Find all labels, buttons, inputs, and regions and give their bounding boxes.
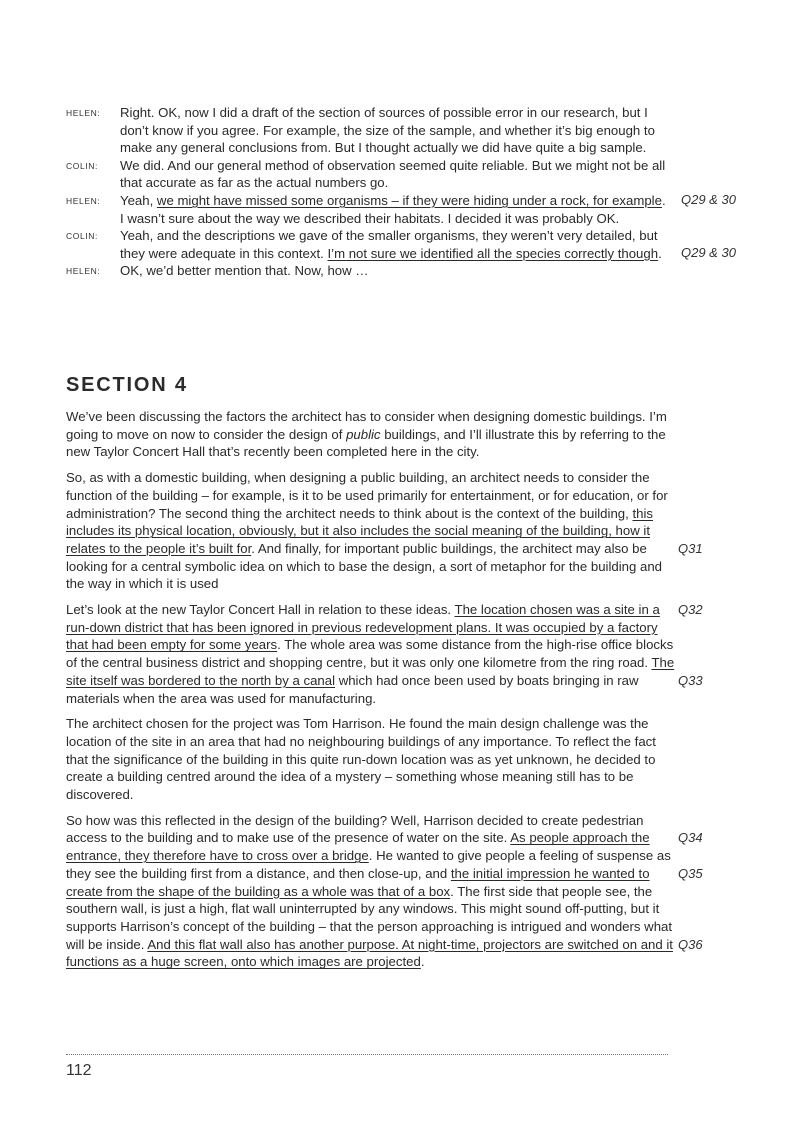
underlined-answer-text: The location chosen was a site in a run-down district that has been ignored in previous redevelopment plans. It was occupied by a factory that had been empty for some years: [66, 602, 660, 653]
speech-text: [120, 104, 670, 157]
underlined-answer-text: this includes its physical location, obviously, but it also includes the social meaning of the building, how it relates to the people it’s built for: [66, 505, 653, 556]
text-run: .: [420, 954, 425, 970]
speaker-label: HELEN:: [66, 266, 101, 277]
text-run: We did. And our general method of observation seemed quite reliable. But we might not be all that accurate as far as the actual numbers go.: [120, 157, 666, 191]
text-run: . And finally, for important public buildings, the architect may also be looking for a central symbolic idea on which to base the design, a sort of metaphor for the building and the way in which it is used: [66, 540, 662, 592]
text-run: . The first side that people see, the southern wall, is just a high, flat wall uninterrupted by any windows. This might sound off-putting, but it supports Harrison’s concept of the building – that the person approaching is intrigued and wonders what will be inside.: [66, 883, 673, 952]
speaker-label: HELEN:: [66, 195, 101, 206]
question-marker: Q35: [678, 865, 703, 881]
text-run: buildings, and I’ll illustrate this by referring to the new Taylor Concert Hall that’s recently been completed here in the city.: [66, 426, 666, 460]
question-marker: Q34: [678, 830, 703, 846]
text-run: Let’s look at the new Taylor Concert Hall in relation to these ideas.: [66, 602, 455, 618]
question-marker: Q29 & 30: [681, 244, 736, 260]
speaker-label: COLIN:: [66, 160, 98, 171]
paragraph: [66, 715, 678, 804]
text-run: So, as with a domestic building, when designing a public building, an architect needs to consider the function of the building – for example, is it to be used primarily for entertainment, or for education, or for administration? The second thing the architect needs to think about is the context of the building,: [66, 470, 668, 521]
text-run: OK, we’d better mention that. Now, how …: [120, 263, 369, 279]
question-marker: Q33: [678, 672, 703, 688]
text-run: We’ve been discussing the factors the architect has to consider when designing domestic buildings. I’m going to move on now to consider the design of: [66, 409, 667, 442]
speech-text: [120, 262, 670, 280]
dialogue-turn: [66, 104, 756, 157]
text-run: So how was this reflected in the design of the building? Well, Harrison decided to create pedestrian access to the building and to make use of the presence of water on the site.: [66, 812, 644, 846]
italic-text: public: [346, 426, 381, 442]
paragraph: [66, 469, 703, 593]
text-run: .: [658, 245, 662, 261]
dialogue-turn: [66, 157, 756, 192]
question-marker: Q32: [678, 602, 703, 618]
question-marker: Q29 & 30: [681, 191, 736, 207]
text-run: Yeah, and the descriptions we gave of the smaller organisms, they weren’t very detailed, but they were adequate in this context.: [120, 228, 658, 261]
paragraph: [66, 408, 678, 461]
dialogue-turn: [66, 262, 756, 280]
underlined-answer-text: As people approach the entrance, they therefore have to cross over a bridge: [66, 830, 650, 864]
underlined-answer-text: And this flat wall also has another purpose. At night-time, projectors are switched on and it functions as a huge screen, onto which images are projected: [66, 936, 673, 970]
text-run: . He wanted to give people a feeling of suspense as they see the building first from a distance, and then close-up, and: [66, 848, 671, 881]
dialogue-turn: [66, 192, 756, 227]
speech-text: [120, 157, 670, 192]
text-run: Yeah,: [120, 192, 157, 208]
section-title: SECTION 4: [66, 374, 188, 396]
underlined-answer-text: I’m not sure we identified all the species correctly though: [327, 245, 659, 261]
text-run: The architect chosen for the project was Tom Harrison. He found the main design challenge was the location of the site in an area that had no neighbouring buildings of any importance. To reflect the fact that the significance of the building in this quite run-down location was as yet unknown, he decided to create a building centred around the idea of a mystery – something whose meaning still has to be discovered.: [66, 716, 656, 803]
speaker-label: COLIN:: [66, 231, 98, 242]
question-marker: Q36: [678, 936, 703, 952]
footer-rule: [66, 1054, 668, 1055]
underlined-answer-text: The site itself was bordered to the north by a canal: [66, 655, 675, 688]
text-run: . The whole area was some distance from the high-rise office blocks of the central business district and shopping centre, but it was only one kilometre from the ring road.: [66, 637, 674, 671]
text-run: which had once been used by boats bringing in raw materials when the area was used for manufacturing.: [66, 672, 639, 706]
dialogue-transcript: [66, 104, 756, 280]
paragraph: [66, 812, 703, 971]
paragraph: [66, 601, 703, 707]
dialogue-turn: [66, 227, 756, 262]
text-run: . I wasn’t sure about the way we described their habitats. I decided it was probably OK.: [120, 192, 666, 226]
text-run: Right. OK, now I did a draft of the section of sources of possible error in our research, but I don’t know if you agree. For example, the size of the sample, and whether it’s big enough to make any general conclusions from. But I thought actually we did have quite a big sample.: [120, 105, 655, 156]
underlined-answer-text: the initial impression he wanted to create from the shape of the building as a whole was that of a box: [66, 865, 650, 899]
speech-text: [120, 192, 670, 227]
page-number: 112: [66, 1062, 92, 1079]
underlined-answer-text: we might have missed some organisms – if they were hiding under a rock, for example: [156, 192, 662, 208]
speech-text: [120, 227, 670, 262]
speaker-label: HELEN:: [66, 108, 101, 118]
question-marker: Q31: [678, 540, 703, 556]
section-body: [66, 408, 703, 979]
